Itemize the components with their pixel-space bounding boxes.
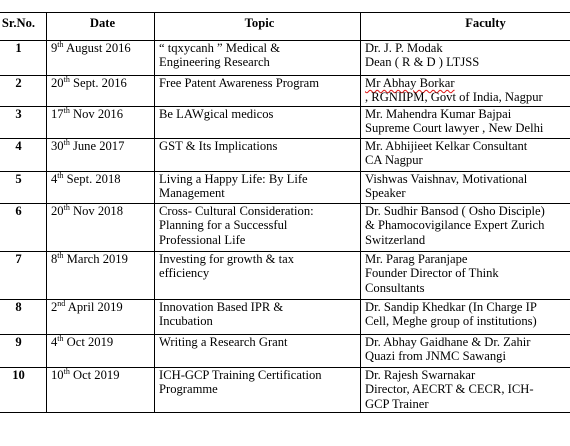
table-row (0, 204, 570, 252)
date-cell (47, 107, 155, 139)
date-day: 20 (51, 76, 64, 90)
faculty-line: Dr. Sandip Khedkar (In Charge IP (365, 300, 537, 314)
sr-no-cell: 5 (0, 172, 47, 204)
date-day: 17 (51, 107, 64, 121)
sr-no-cell: 8 (0, 300, 47, 335)
faculty-cell (361, 139, 570, 172)
date-cell (47, 335, 155, 368)
date-day: 10 (51, 368, 64, 382)
faculty-line: Dr. J. P. Modak (365, 41, 443, 55)
date-suffix: th (57, 171, 64, 180)
date-suffix: th (63, 138, 70, 147)
header-date: Date (47, 13, 155, 41)
sr-no-cell: 1 (0, 41, 47, 76)
faculty-line: Cell, Meghe group of institutions) (365, 314, 537, 329)
topic-cell (155, 76, 361, 107)
date-suffix: th (63, 367, 70, 376)
faculty-line: , RGNIIPM, Govt of India, Nagpur (365, 90, 543, 105)
faculty-line: Dean ( R & D ) LTJSS (365, 55, 480, 70)
date-suffix: th (63, 106, 70, 115)
faculty-line: GCP Trainer (365, 396, 429, 411)
faculty-line: Mr Abhay Borkar (365, 76, 455, 90)
topic-line: Management (159, 186, 225, 201)
topic-cell (155, 139, 361, 172)
date-rest: Sept. 2018 (63, 172, 121, 186)
date-cell (47, 300, 155, 335)
date-cell (47, 368, 155, 413)
date-cell (47, 204, 155, 252)
topic-line: “ tqxycanh ” Medical & (159, 41, 280, 55)
table-row (0, 172, 570, 204)
faculty-line: Consultants (365, 280, 425, 295)
date-suffix: th (63, 203, 70, 212)
date-cell (47, 139, 155, 172)
table-row (0, 368, 570, 413)
date-rest: August 2016 (63, 41, 131, 55)
faculty-line: Mr. Parag Paranjape (365, 252, 468, 266)
topic-line: Be LAWgical medicos (159, 107, 274, 121)
date-day: 9 (51, 41, 58, 55)
date-cell (47, 252, 155, 300)
faculty-line: Speaker (365, 186, 406, 201)
faculty-cell (361, 335, 570, 368)
table-row (0, 252, 570, 300)
date-suffix: th (63, 75, 70, 84)
date-suffix: th (57, 334, 64, 343)
faculty-line: Mr. Mahendra Kumar Bajpai (365, 107, 512, 121)
faculty-cell (361, 41, 570, 76)
faculty-line: Founder Director of Think (365, 266, 499, 281)
sr-no-cell: 4 (0, 139, 47, 172)
topic-line: Engineering Research (159, 55, 270, 70)
faculty-line: Director, AECRT & CECR, ICH- (365, 382, 534, 397)
date-rest: Sept. 2016 (69, 76, 127, 90)
topic-line: Innovation Based IPR & (159, 300, 284, 314)
faculty-line: Dr. Abhay Gaidhane & Dr. Zahir (365, 335, 531, 349)
topic-line: GST & Its Implications (159, 139, 278, 153)
date-day: 30 (51, 139, 64, 153)
date-suffix: th (57, 40, 64, 49)
table-row (0, 335, 570, 368)
date-day: 4 (51, 335, 58, 349)
topic-line: Writing a Research Grant (159, 335, 288, 349)
date-suffix: th (57, 251, 64, 260)
faculty-line: & Phamocovigilance Expert Zurich (365, 218, 545, 233)
sr-no-cell: 10 (0, 368, 47, 413)
faculty-cell (361, 107, 570, 139)
topic-line: Incubation (159, 314, 213, 329)
date-rest: April 2019 (65, 300, 123, 314)
table-header-row (0, 13, 570, 41)
sr-no-cell: 9 (0, 335, 47, 368)
date-rest: Nov 2018 (69, 204, 124, 218)
topic-line: efficiency (159, 266, 210, 281)
topic-cell (155, 252, 361, 300)
sr-no-cell: 2 (0, 76, 47, 107)
topic-cell (155, 300, 361, 335)
table-row (0, 300, 570, 335)
topic-cell (155, 41, 361, 76)
table-row (0, 139, 570, 172)
header-sr-no: Sr.No. (0, 13, 47, 41)
topic-line: Professional Life (159, 232, 246, 247)
faculty-cell (361, 368, 570, 413)
faculty-cell (361, 204, 570, 252)
topic-line: ICH-GCP Training Certification (159, 368, 322, 382)
table-row (0, 107, 570, 139)
topic-line: Investing for growth & tax (159, 252, 295, 266)
date-cell (47, 41, 155, 76)
date-rest: June 2017 (69, 139, 125, 153)
header-faculty: Faculty (361, 13, 570, 41)
topic-cell (155, 335, 361, 368)
faculty-line: Dr. Sudhir Bansod ( Osho Disciple) (365, 204, 545, 218)
sr-no-cell: 6 (0, 204, 47, 252)
faculty-line: Dr. Rajesh Swarnakar (365, 368, 476, 382)
date-rest: Oct 2019 (63, 335, 114, 349)
date-rest: March 2019 (63, 252, 128, 266)
sr-no-cell: 3 (0, 107, 47, 139)
topic-line: Cross- Cultural Consideration: (159, 204, 314, 218)
faculty-cell (361, 172, 570, 204)
topic-cell (155, 204, 361, 252)
topic-cell (155, 172, 361, 204)
date-cell (47, 172, 155, 204)
faculty-line: Quazi from JNMC Sawangi (365, 349, 506, 364)
date-cell (47, 76, 155, 107)
date-day: 2 (51, 300, 58, 314)
topic-cell (155, 107, 361, 139)
faculty-line: Vishwas Vaishnav, Motivational (365, 172, 528, 186)
topic-line: Free Patent Awareness Program (159, 76, 320, 90)
topic-line: Living a Happy Life: By Life (159, 172, 308, 186)
table-row (0, 76, 570, 107)
faculty-line: Supreme Court lawyer , New Delhi (365, 121, 544, 136)
faculty-line: Mr. Abhijieet Kelkar Consultant (365, 139, 528, 153)
date-rest: Oct 2019 (69, 368, 120, 382)
header-topic: Topic (155, 13, 361, 41)
date-rest: Nov 2016 (69, 107, 124, 121)
date-day: 8 (51, 252, 58, 266)
topic-line: Planning for a Successful (159, 218, 288, 233)
faculty-cell (361, 300, 570, 335)
table-row (0, 41, 570, 76)
seminar-table (0, 12, 570, 413)
topic-cell (155, 368, 361, 413)
topic-line: Programme (159, 382, 218, 397)
date-day: 20 (51, 204, 64, 218)
date-suffix: nd (57, 299, 66, 308)
faculty-cell (361, 76, 570, 107)
date-day: 4 (51, 172, 58, 186)
faculty-line: Switzerland (365, 232, 426, 247)
sr-no-cell: 7 (0, 252, 47, 300)
faculty-cell (361, 252, 570, 300)
faculty-line: CA Nagpur (365, 153, 423, 168)
